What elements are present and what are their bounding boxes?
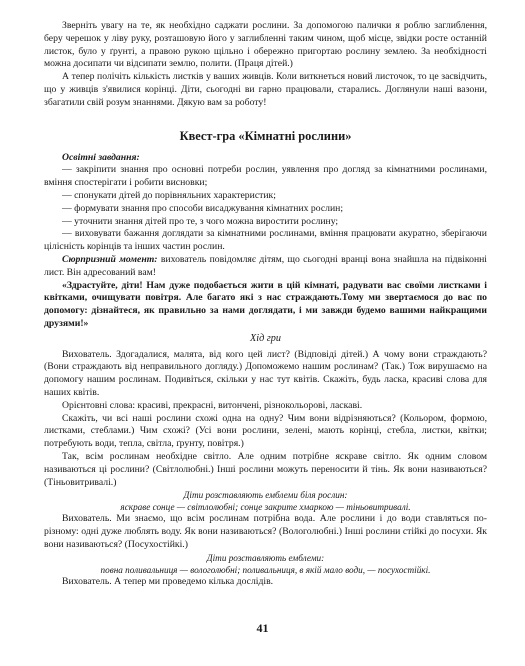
emblem-note-text: повна поливальниця — вологолюбні; поливальниця, в якій мало води, — посухостійкі.: [100, 564, 431, 575]
goal-item: — формувати знання про способи висаджування кімнатних рослин;: [62, 202, 344, 214]
emblem-note-text: яскраве сонце — світлолюбні; сонце закрите хмаркою — тіньовитривалі.: [120, 502, 411, 513]
goal-item: — спонукати дітей до порівняльних характеристик;: [62, 189, 276, 201]
emblem-note-title: Діти розставляють емблеми:: [206, 552, 325, 563]
dialog-paragraph: Вихователь. Ми знаємо, що всім рослинам потрібна вода. Але рослини і до води ставляться по-різному: одні дуже люблять воду. Як вони називаються? (Вологолюбні.) Інші рослини стійкі до посухи. Як вони називаються? (Посухостійкі.): [44, 513, 487, 550]
dialog-paragraph: Скажіть, чи всі наші рослини схожі одна на одну? Чим вони відрізняються? (Кольором, формою, листками, стеблами.) Чим схожі? (Усі вони рослини, зелені, мають корінці, стебла, листки, квітки; потребують води, тепла, світла, ґрунту, повітря.): [44, 412, 487, 450]
surprise-label: Сюрпризний момент:: [62, 253, 158, 265]
dialog-paragraph: Орієнтовні слова: красиві, прекрасні, витончені, різнокольорові, ласкаві.: [62, 399, 363, 411]
paragraph-planting-instructions: Зверніть увагу на те, як необхідно саджати рослини. За допомогою палички я роблю заглиблення, беру черешок у ліву руку, розташовую його у заглибленні таким чином, щоб місце, звідки росте останній листок, було у ґрунті, а правою рукою щільно і обережно пригортаю рослину землею. За необхідності можна досипати чи відсипати землю, полити. (Праця дітей.): [44, 20, 487, 70]
goals-label: Освітні завдання:: [62, 151, 140, 163]
emblem-note-title: Діти розставляють емблеми біля рослин:: [183, 490, 348, 501]
goal-item: — закріпити знання про основні потреби рослин, уявлення про догляд за кімнатними рослинами, вміння спостерігати і робити висновки;: [44, 164, 487, 189]
goal-item: — виховувати бажання доглядати за кімнатними рослинами, вміння працювати акуратно, зберігаючи цілісність корінців та інших частин рослин.: [44, 228, 487, 253]
section-title: Квест-гра «Кімнатні рослини»: [179, 128, 352, 143]
goal-item: — уточнити знання дітей про те, з чого можна виростити рослину;: [62, 215, 339, 227]
letter-text: «Здрастуйте, діти! Нам дуже подобається жити в цій кімнаті, радувати вас своїми листками і квітками, очищувати повітря. Але багато які з нас страждають.Тому ми звертаємося до вас по допомогу: дізнайтеся, як правильно за нами доглядати, і ми завжди будемо вашими найкращими друзями!»: [44, 279, 487, 329]
dialog-paragraph: Вихователь. Здогадалися, малята, від кого цей лист? (Відповіді дітей.) А чому вони страждають? (Вони страждають від неправильного догляду.) Допоможемо нашим рослинам? (Так.) Тож вирушаємо на допомогу нашим рослинам. Подивіться, скільки у нас тут квітів. Скажіть, будь ласка, красиві слова для наших квітів.: [44, 348, 487, 398]
dialog-paragraph: Так, всім рослинам необхідне світло. Але одним потрібне яскраве світло. Як одним словом називаються ці рослини? (Світлолюбні.) Інші рослини можуть переносити й тінь. Як вони називаються? (Тіньовитривалі.): [44, 450, 487, 488]
surprise-moment: [44, 254, 487, 280]
game-progress-heading: Хід гри: [250, 332, 281, 344]
paragraph-leaf-count: А тепер полічіть кількість листків у ваших живців. Коли виткнеться новий листочок, то це засвідчить, що у живців з'явилися корінці. Діти, сьогодні ви гарно працювали, старались. Доглянули наші вазони, збагатили свій розум знаннями. Дякую вам за роботу!: [44, 71, 487, 108]
surprise-text: вихователь повідомляє дітям, що сьогодні вранці вона знайшла на підвіконні лист. Він адресований вам!: [44, 253, 487, 278]
dialog-paragraph: Вихователь. А тепер ми проведемо кілька дослідів.: [62, 575, 274, 587]
page-number: 41: [256, 621, 269, 635]
